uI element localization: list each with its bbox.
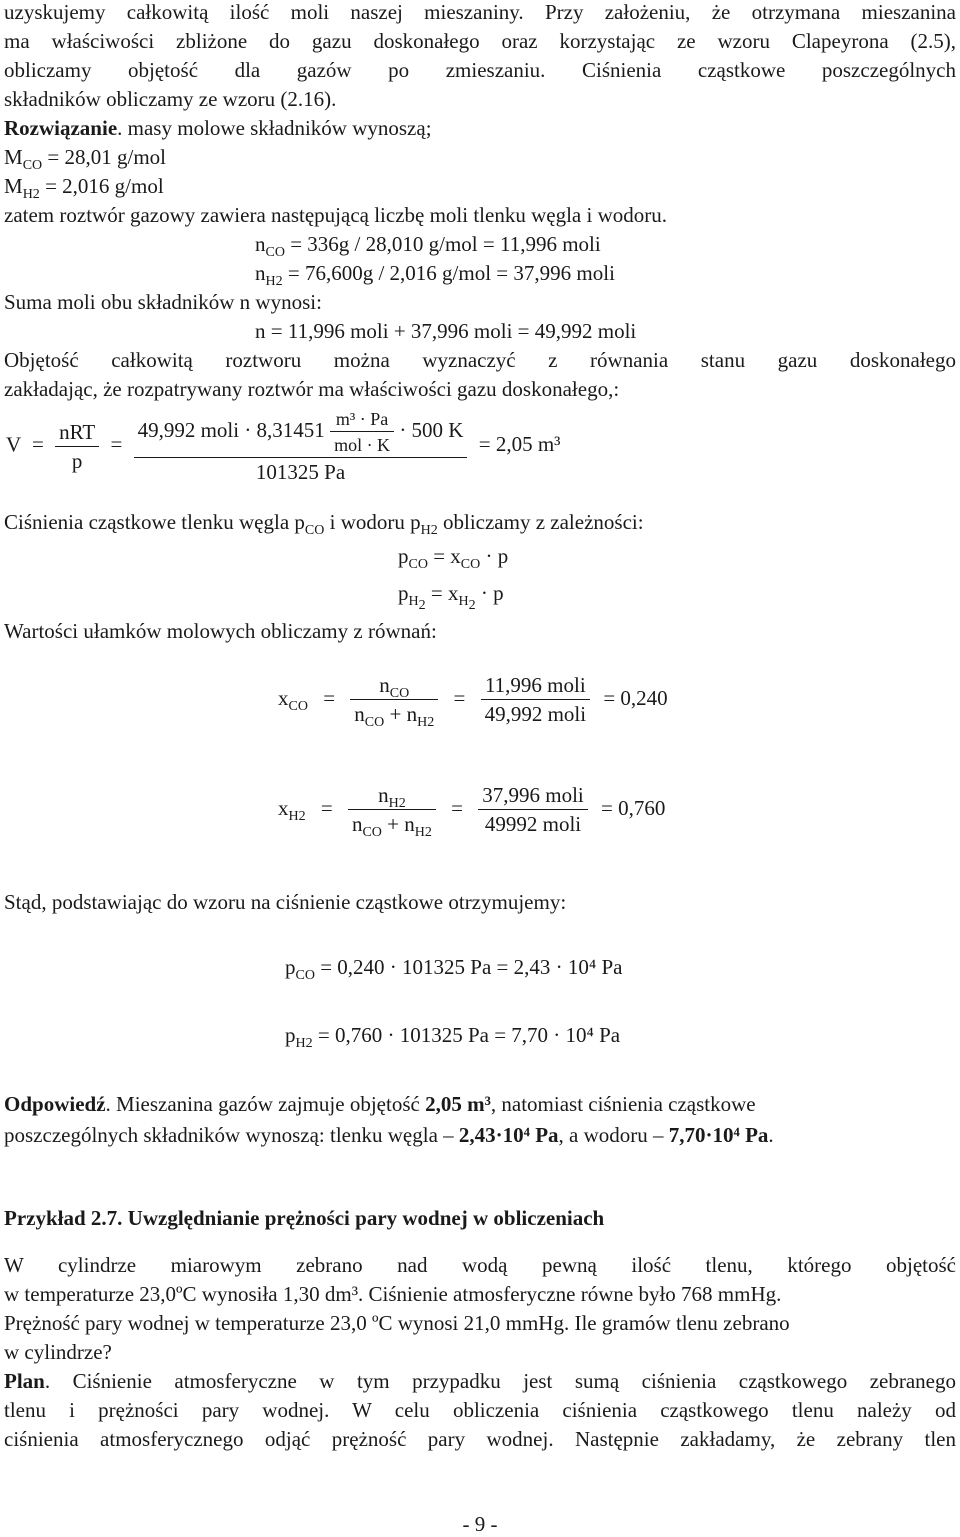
plan-line-2: tlenu i prężności pary wodnej. W celu obliczenia ciśnienia cząstkowego tlenu należy od (4, 1398, 956, 1422)
plan-line-1: Plan. Ciśnienie atmosferyczne w tym przypadku jest sumą ciśnienia cząstkowego zebranego (4, 1369, 956, 1393)
substitution-text: Stąd, podstawiając do wzoru na ciśnienie cząstkowe otrzymujemy: (4, 890, 567, 914)
partial-pressure-text: Ciśnienia cząstkowe tlenku węgla $p_{CO}$ i wodoru $p_{H2}$ obliczamy z zależności: (4, 510, 644, 539)
answer-line-2: poszczególnych składników wynoszą: tlenku węgla – 2,43·10⁴ Pa, a wodoru – 7,70·10⁴ Pa. (4, 1123, 774, 1147)
example-line-2: w temperaturze 23,0ºC wynosiła 1,30 dm³. Ciśnienie atmosferyczne równe było 768 mmHg. (4, 1282, 782, 1306)
intro-line-4: składników obliczamy ze wzoru (2.16). (4, 87, 337, 111)
sum-text: Suma moli obu składników n wynosi: (4, 290, 322, 314)
partial-pressure-h2-eq: $p_{H_2} = x_{H_2} \cdot p$ (398, 581, 504, 613)
solution-heading: Rozwiązanie (4, 116, 118, 140)
volume-text-2: zakładając, że rozpatrywany roztwór ma właściwości gazu doskonałego,: (4, 377, 620, 401)
moles-intro: zatem roztwór gazowy zawiera następującą liczbę moli tlenku węgla i wodoru. (4, 203, 667, 227)
example-line-3: Prężność pary wodnej w temperaturze 23,0 ºC wynosi 21,0 mmHg. Ile gramów tlenu zebrano (4, 1311, 790, 1335)
answer-line-1: Odpowiedź. Mieszanina gazów zajmuje objętość 2,05 m³, natomiast ciśnienia cząstkowe (4, 1092, 756, 1116)
molar-mass-co: $M_{CO} = 28,01$ g/mol (4, 145, 166, 174)
nrt-over-p: $\frac{\text{nRT}}{p}$ (55, 422, 99, 472)
intro-line-1: uzyskujemy całkowitą ilość moli naszej mieszaniny. Przy założeniu, że otrzymana mieszanina (4, 0, 956, 24)
partial-pressure-co-result: $p_{CO} = 0,240 \cdot 101325$ Pa = 2,43 · 10⁴ Pa (285, 955, 623, 984)
plan-line-3: ciśnienia atmosferycznego odjąć prężność pary wodnej. Następnie zakładamy, że zebrany tlen (4, 1427, 956, 1451)
example-line-4: w cylindrze? (4, 1340, 112, 1364)
molar-fraction-co-eq: $x_{CO}$ = $\frac{n_{CO}}{n_{CO} + n_{H2}}$ = $\frac{\text{11,996 moli}}{\text{49,992 moli}}$ = 0,240 (278, 673, 668, 731)
plan-label: Plan (4, 1369, 45, 1393)
intro-line-2: ma właściwości zbliżone do gazu doskonałego oraz korzystając ze wzoru Clapeyrona (2.5), (4, 29, 956, 53)
partial-pressure-co-eq: $p_{CO} = x_{CO} \cdot p$ (398, 544, 509, 573)
example-line-1: W cylindrze miarowym zebrano nad wodą pewną ilość tlenu, którego objętość (4, 1253, 956, 1277)
example-title: Przykład 2.7. Uwzględnianie prężności pary wodnej w obliczeniach (4, 1206, 605, 1230)
volume-text-1: Objętość całkowitą roztworu można wyznaczyć z równania stanu gazu doskonałego (4, 348, 956, 372)
sum-equation: n = 11,996 moli + 37,996 moli = 49,992 moli (255, 319, 637, 343)
answer-heading: Odpowiedź (4, 1092, 106, 1116)
page-number: - 9 - (462, 1512, 498, 1536)
volume-equation: V = $\frac{\text{nRT}}{p}$ = 49,992 moli · 8,31451 $\frac{\text{m³ · Pa}}{\text{mol · K}}$ · 500 K 101325 Pa = 2,05 m³ (6, 409, 561, 484)
solution-intro: Rozwiązanie. masy molowe składników wynoszą; (4, 116, 432, 140)
partial-pressure-h2-result: $p_{H2} = 0,760 \cdot 101325$ Pa = 7,70 · 10⁴ Pa (285, 1023, 621, 1052)
molar-fraction-text: Wartości ułamków molowych obliczamy z równań: (4, 619, 437, 643)
molar-fraction-h2-eq: $x_{H2}$ = $\frac{n_{H2}}{n_{CO} + n_{H2}}$ = $\frac{\text{37,996 moli}}{\text{49992 moli}}$ = 0,760 (278, 783, 666, 841)
molar-mass-h2: $M_{H2} = 2,016$ g/mol (4, 174, 164, 203)
moles-co: $n_{CO} = 336g / 28,010$ g/mol = 11,996 moli (255, 232, 601, 261)
volume-substitution: 49,992 moli · 8,31451 $\frac{\text{m³ · Pa}}{\text{mol · K}}$ · 500 K 101325 Pa (134, 410, 468, 483)
moles-h2: $n_{H2} = 76,600g / 2,016$ g/mol = 37,996 moli (255, 261, 615, 290)
intro-line-3: obliczamy objętość dla gazów po zmieszaniu. Ciśnienia cząstkowe poszczególnych (4, 58, 956, 82)
